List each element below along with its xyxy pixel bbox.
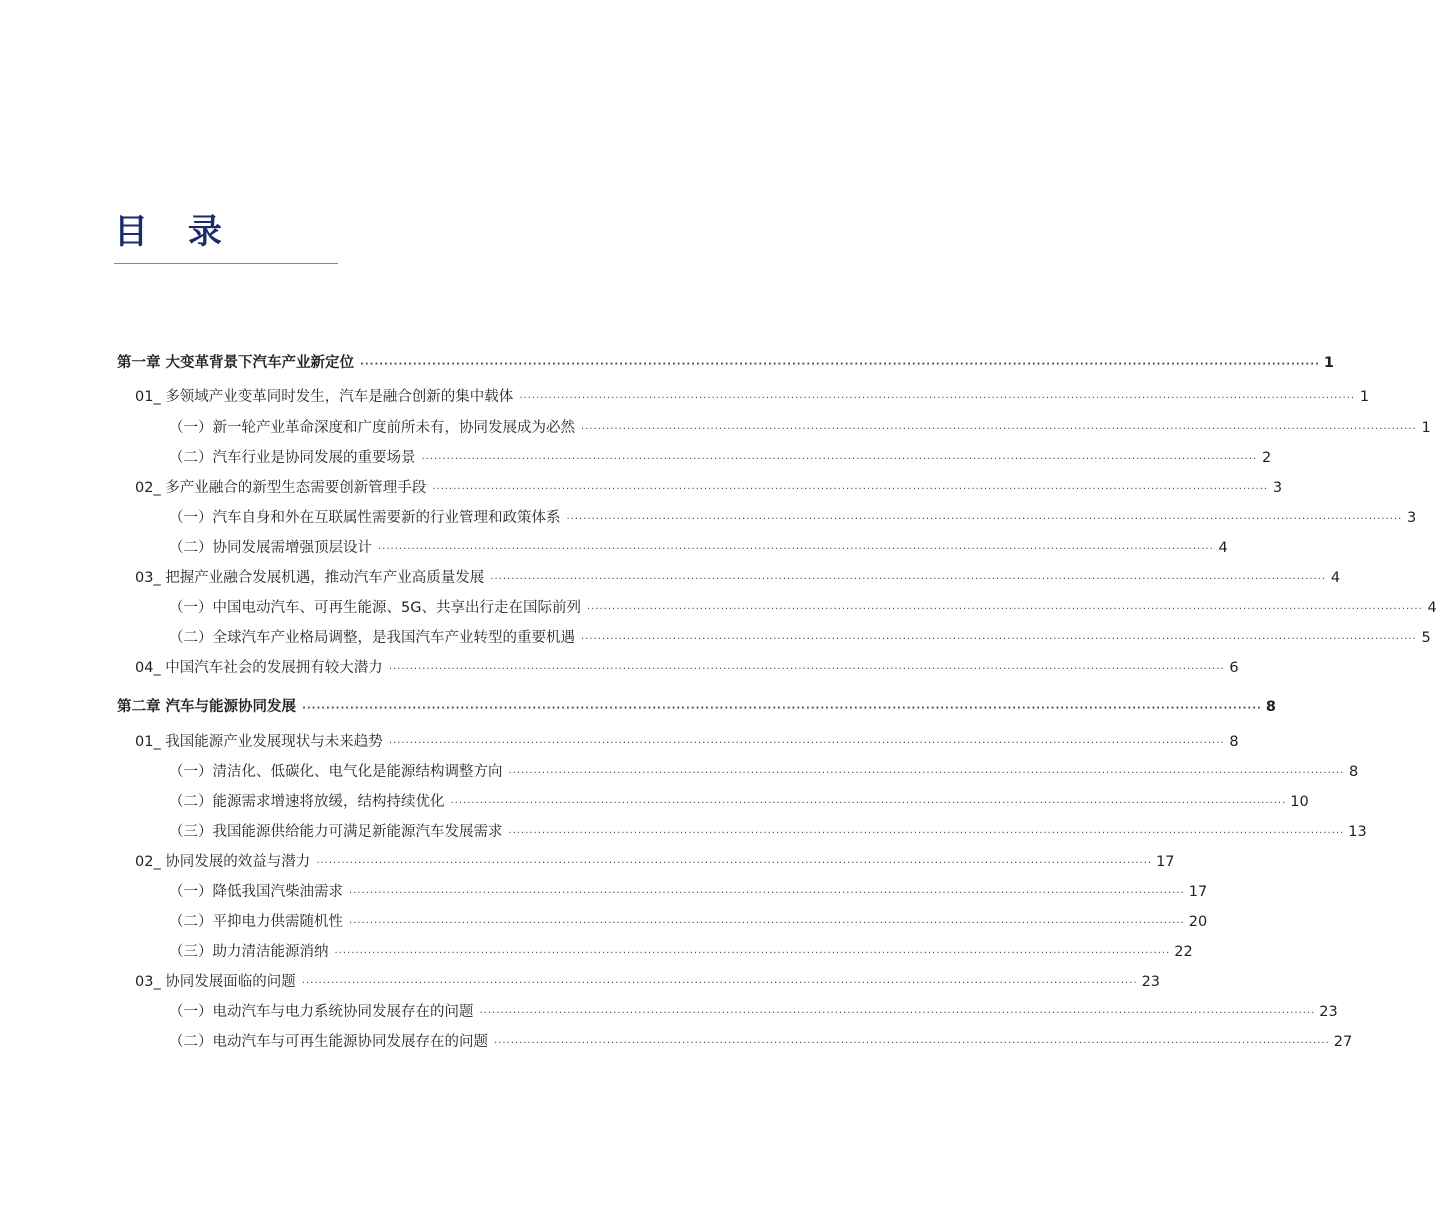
toc-page-number: 10: [1290, 794, 1309, 810]
toc-entry-label: 第一章 大变革背景下汽车产业新定位: [117, 355, 355, 371]
toc-page-number: 8: [1349, 764, 1359, 780]
dot-leader: ········································································································································································································: [586, 604, 1423, 615]
toc-entry-chapter-2[interactable]: [117, 696, 1276, 718]
toc-entry-subsection[interactable]: [169, 537, 1228, 559]
toc-page-number: 23: [1319, 1004, 1338, 1020]
dot-leader: ········································································································································································································: [302, 703, 1262, 714]
toc-entry-subsection[interactable]: [169, 1001, 1338, 1023]
toc-entry-subsection[interactable]: [169, 791, 1309, 813]
toc-entry-label: （三）助力清洁能源消纳: [169, 944, 329, 960]
dot-leader: ········································································································································································································: [378, 544, 1214, 555]
toc-page-number: 4: [1330, 570, 1341, 586]
toc-page-number: 4: [1427, 600, 1437, 616]
toc-page-number: 8: [1229, 734, 1239, 750]
dot-leader: ········································································································································································································: [490, 574, 1327, 585]
dot-leader: ········································································································································································································: [388, 738, 1225, 749]
toc-page-number: 3: [1407, 510, 1417, 526]
toc-page-number: 6: [1229, 660, 1239, 676]
toc-entry-section[interactable]: [135, 851, 1175, 873]
toc-page-number: 1: [1359, 389, 1370, 405]
toc-entry-label: 第二章 汽车与能源协同发展: [117, 699, 297, 715]
toc-page-number: 22: [1174, 944, 1193, 960]
toc-page-number: 20: [1188, 914, 1208, 930]
toc-entry-subsection[interactable]: [169, 507, 1417, 529]
toc-page-number: 1: [1421, 420, 1431, 436]
dot-leader: ········································································································································································································: [316, 858, 1153, 869]
page-title: 目 录: [114, 212, 236, 252]
dot-leader: ········································································································································································································: [494, 1038, 1330, 1049]
toc-page-number: 5: [1421, 630, 1431, 646]
dot-leader: ········································································································································································································: [566, 514, 1403, 525]
toc-page-number: 27: [1333, 1034, 1353, 1050]
toc-entry-subsection[interactable]: [169, 761, 1359, 783]
dot-leader: ········································································································································································································: [360, 359, 1320, 370]
toc-page-number: 17: [1188, 884, 1208, 900]
toc-entry-label: 03_ 协同发展面临的问题: [135, 974, 296, 990]
toc-entry-label: （二）能源需求增速将放缓，结构持续优化: [169, 794, 445, 810]
toc-entry-section[interactable]: [135, 971, 1161, 993]
toc-entry-label: 04_ 中国汽车社会的发展拥有较大潜力: [135, 660, 383, 676]
toc-entry-label: 02_ 多产业融合的新型生态需要创新管理手段: [135, 480, 427, 496]
toc-entry-chapter-1[interactable]: [117, 352, 1334, 374]
toc-entry-label: 02_ 协同发展的效益与潜力: [135, 854, 311, 870]
toc-entry-label: 01_ 多领域产业变革同时发生，汽车是融合创新的集中载体: [135, 389, 514, 405]
toc-entry-label: （一）汽车自身和外在互联属性需要新的行业管理和政策体系: [169, 510, 561, 526]
toc-entry-label: （一）降低我国汽柴油需求: [169, 884, 343, 900]
toc-page-number: 17: [1156, 854, 1175, 870]
dot-leader: ········································································································································································································: [388, 664, 1225, 675]
toc-entry-section[interactable]: [135, 731, 1239, 753]
toc-entry-label: （一）中国电动汽车、可再生能源、5G、共享出行走在国际前列: [169, 600, 581, 616]
toc-entry-subsection[interactable]: [169, 447, 1272, 469]
toc-entry-label: （一）清洁化、低碳化、电气化是能源结构调整方向: [169, 764, 503, 780]
toc-entry-subsection[interactable]: [169, 881, 1208, 903]
dot-leader: ········································································································································································································: [508, 828, 1345, 839]
dot-leader: ········································································································································································································: [479, 1008, 1316, 1019]
toc-entry-label: （三）我国能源供给能力可满足新能源汽车发展需求: [169, 824, 503, 840]
toc-entry-label: 03_ 把握产业融合发展机遇，推动汽车产业高质量发展: [135, 570, 485, 586]
toc-entry-label: （一）电动汽车与电力系统协同发展存在的问题: [169, 1004, 474, 1020]
dot-leader: ········································································································································································································: [581, 424, 1417, 435]
toc-entry-section[interactable]: [135, 657, 1239, 679]
toc-entry-label: （二）汽车行业是协同发展的重要场景: [169, 450, 416, 466]
toc-entry-subsection[interactable]: [169, 821, 1367, 843]
toc-entry-section[interactable]: [135, 477, 1283, 499]
toc-entry-label: （二）全球汽车产业格局调整，是我国汽车产业转型的重要机遇: [169, 630, 575, 646]
dot-leader: ········································································································································································································: [508, 768, 1345, 779]
toc-page-number: 3: [1272, 480, 1283, 496]
dot-leader: ········································································································································································································: [450, 798, 1287, 809]
toc-entry-label: （二）平抑电力供需随机性: [169, 914, 343, 930]
dot-leader: ········································································································································································································: [349, 888, 1185, 899]
toc-page-number: 4: [1218, 540, 1228, 556]
toc-entry-section[interactable]: [135, 567, 1341, 589]
toc-entry-label: （二）协同发展需增强顶层设计: [169, 540, 372, 556]
dot-leader: ········································································································································································································: [432, 484, 1269, 495]
dot-leader: ········································································································································································································: [581, 634, 1417, 645]
dot-leader: ········································································································································································································: [421, 454, 1258, 465]
toc-entry-subsection[interactable]: [169, 1031, 1353, 1053]
dot-leader: ········································································································································································································: [519, 393, 1356, 404]
toc-entry-label: （一）新一轮产业革命深度和广度前所未有，协同发展成为必然: [169, 420, 575, 436]
dot-leader: ········································································································································································································: [301, 978, 1138, 989]
toc-entry-subsection[interactable]: [169, 417, 1431, 439]
toc-entry-subsection[interactable]: [169, 941, 1193, 963]
dot-leader: ········································································································································································································: [349, 918, 1185, 929]
toc-page-number: 8: [1265, 699, 1276, 715]
toc-entry-subsection[interactable]: [169, 627, 1431, 649]
toc-entry-label: 01_ 我国能源产业发展现状与未来趋势: [135, 734, 383, 750]
toc-page-number: 13: [1348, 824, 1367, 840]
toc-entry-subsection[interactable]: [169, 911, 1208, 933]
toc-page-number: 23: [1141, 974, 1161, 990]
dot-leader: ········································································································································································································: [334, 948, 1171, 959]
toc-page-number: 2: [1262, 450, 1272, 466]
toc-entry-subsection[interactable]: [169, 597, 1437, 619]
toc-entry-label: （二）电动汽车与可再生能源协同发展存在的问题: [169, 1034, 488, 1050]
toc-entry-section[interactable]: [135, 386, 1370, 408]
toc-page-number: 1: [1323, 355, 1334, 371]
